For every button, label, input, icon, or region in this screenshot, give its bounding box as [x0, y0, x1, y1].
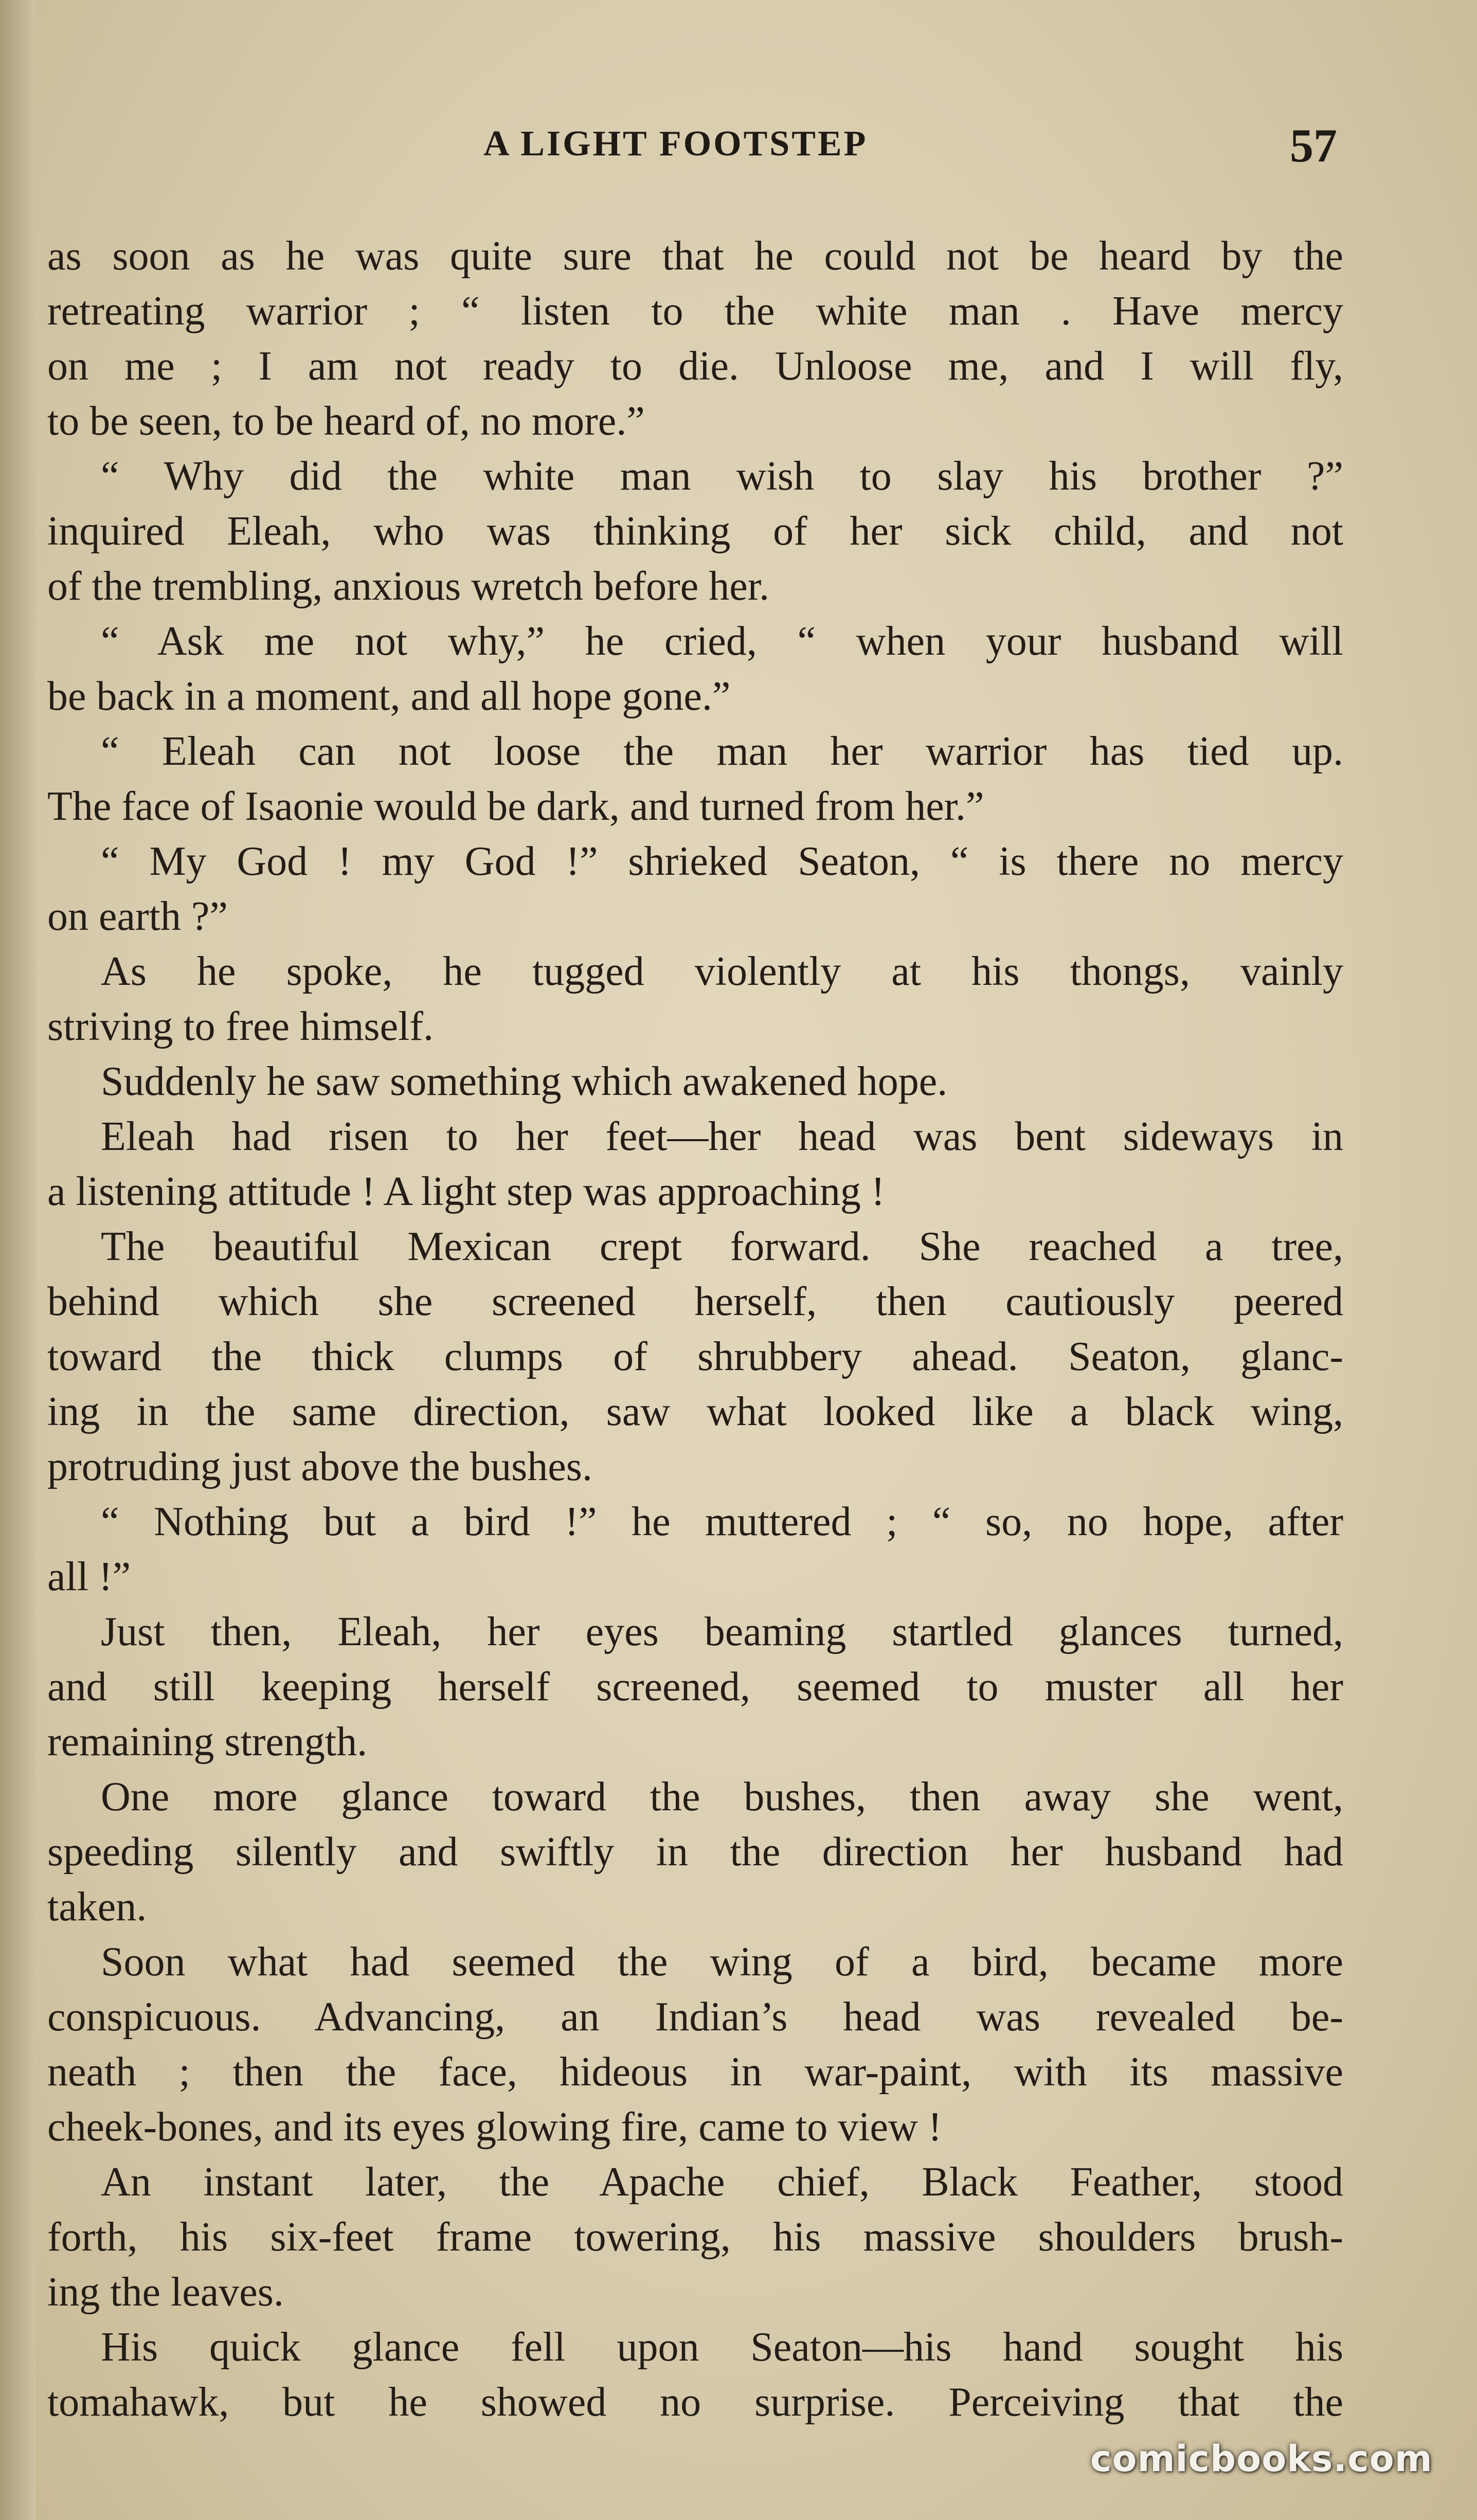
page-number: 57	[1290, 119, 1337, 172]
text-line: Suddenly he saw something which awakened hope.	[101, 1059, 948, 1104]
body-text	[47, 229, 1343, 2430]
text-line: As he spoke, he tugged violently at his thongs, vainly	[101, 949, 1343, 994]
text-line: “ My God ! my God !” shrieked Seaton, “ is there no mercy	[101, 839, 1343, 884]
text-line: behind which she screened herself, then cautiously peered	[47, 1279, 1343, 1324]
text-line: forth, his six-feet frame towering, his massive shoulders brush-	[47, 2215, 1343, 2260]
text-line: protruding just above the bushes.	[47, 1444, 592, 1489]
text-line: “ Ask me not why,” he cried, “ when your husband will	[101, 619, 1343, 664]
text-line: An instant later, the Apache chief, Black Feather, stood	[101, 2159, 1343, 2205]
text-line: The face of Isaonie would be dark, and turned from her.”	[47, 784, 984, 829]
text-line: ing in the same direction, saw what looked like a black wing,	[47, 1389, 1343, 1434]
text-line: Soon what had seemed the wing of a bird, became more	[101, 1939, 1343, 1985]
text-line: conspicuous. Advancing, an Indian’s head was revealed be-	[47, 1994, 1343, 2040]
text-line: His quick glance fell upon Seaton—his hand sought his	[101, 2325, 1343, 2370]
text-line: a listening attitude ! A light step was approaching !	[47, 1169, 885, 1214]
text-line: One more glance toward the bushes, then away she went,	[101, 1774, 1343, 1820]
text-line: inquired Eleah, who was thinking of her sick child, and not	[47, 509, 1343, 554]
text-line: “ Nothing but a bird !” he muttered ; “ so, no hope, after	[101, 1499, 1343, 1544]
text-line: as soon as he was quite sure that he could not be heard by the	[47, 233, 1343, 279]
watermark: comicbooks.com	[1090, 2438, 1433, 2480]
text-line: toward the thick clumps of shrubbery ahead. Seaton, glanc-	[47, 1334, 1343, 1379]
text-line: of the trembling, anxious wretch before her.	[47, 564, 769, 609]
page-header	[0, 103, 1477, 206]
text-line: tomahawk, but he showed no surprise. Perceiving that the	[47, 2380, 1343, 2425]
text-line: The beautiful Mexican crept forward. She reached a tree,	[101, 1224, 1343, 1269]
text-line: on me ; I am not ready to die. Unloose me, and I will fly,	[47, 344, 1343, 389]
text-line: ing the leaves.	[47, 2270, 284, 2315]
text-line: remaining strength.	[47, 1719, 368, 1765]
text-line: on earth ?”	[47, 894, 228, 939]
page-gutter-edge	[0, 0, 36, 2520]
text-line: Eleah had risen to her feet—her head was bent sideways in	[101, 1114, 1343, 1159]
text-line: Just then, Eleah, her eyes beaming startled glances turned,	[101, 1609, 1343, 1654]
text-line: neath ; then the face, hideous in war-paint, with its massive	[47, 2049, 1343, 2095]
text-line: speeding silently and swiftly in the direction her husband had	[47, 1829, 1343, 1875]
text-line: to be seen, to be heard of, no more.”	[47, 399, 645, 444]
text-line: taken.	[47, 1884, 147, 1930]
text-line: all !”	[47, 1554, 131, 1599]
text-line: striving to free himself.	[47, 1004, 434, 1049]
running-head: A LIGHT FOOTSTEP	[483, 124, 868, 164]
text-line: be back in a moment, and all hope gone.”	[47, 674, 731, 719]
text-line: retreating warrior ; “ listen to the white man . Have mercy	[47, 289, 1343, 334]
text-line: “ Why did the white man wish to slay his brother ?”	[101, 454, 1343, 499]
text-line: “ Eleah can not loose the man her warrior has tied up.	[101, 729, 1343, 774]
text-line: and still keeping herself screened, seemed to muster all her	[47, 1664, 1343, 1709]
text-line: cheek-bones, and its eyes glowing fire, came to view !	[47, 2104, 942, 2150]
